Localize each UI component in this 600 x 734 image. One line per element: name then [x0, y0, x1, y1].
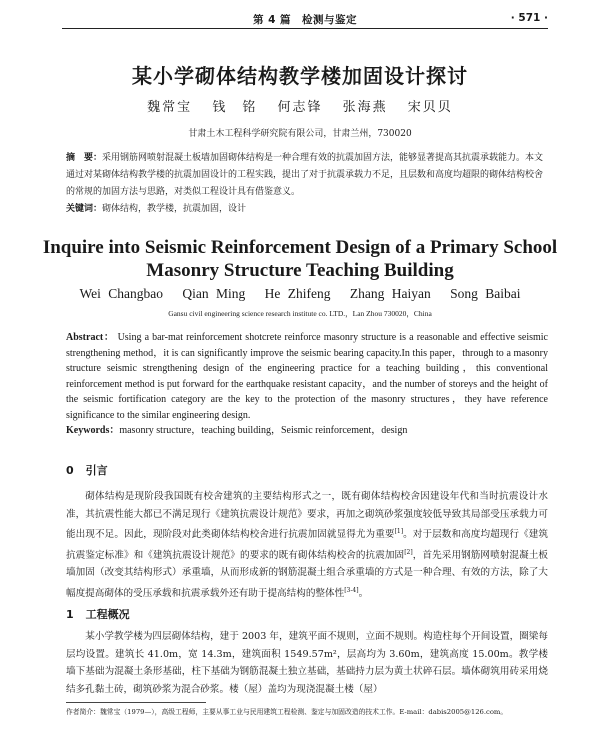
- keywords-cn-text: 砌体结构，教学楼，抗震加固，设计: [102, 204, 247, 214]
- author-cn: 宋贝贝: [407, 100, 453, 115]
- author-cn: 张海燕: [342, 100, 388, 115]
- author-cn: 魏常宝: [147, 100, 193, 115]
- keywords-en-label: Keywords：: [66, 425, 120, 436]
- keywords-cn-label: 关键词：: [66, 204, 103, 214]
- author-cn: 钱 铭: [212, 100, 258, 115]
- section-number: 0: [66, 464, 74, 477]
- author-footnote: 作者简介：魏常宝（1979—），高级工程师，主要从事工业与民用建筑工程检测、鉴定与加固改造的技术工作。E-mail：dabis2005@126.com。: [66, 708, 508, 716]
- running-header: [62, 10, 548, 29]
- author-cn: 何志锋: [277, 100, 323, 115]
- author-en: He Zhifeng: [264, 286, 331, 301]
- title-english: Inquire into Seismic Reinforcement Design of a Primary School Masonry Structure Teaching Building: [42, 237, 558, 281]
- footnote-divider: [66, 702, 206, 703]
- introduction-paragraph: [66, 488, 548, 603]
- body-text: 。: [358, 588, 369, 600]
- affiliation-english: Gansu civil engineering science research institute co. LTD.，Lan Zhou 730020，China: [168, 309, 432, 318]
- title-chinese: 某小学砌体结构教学楼加固设计探讨: [132, 64, 468, 88]
- authors-english: [0, 286, 600, 302]
- abstract-en-text: Using a bar-mat reinforcement shotcrete reinforce masonry structure is a reasonable and effective seismic strengthening method，it is can significantly improve the seismic bearing capacity.In this paper，through to a masonry structure seismic strengthening design of the engineering practice for a teaching building，this conventional reinforcement method is put forward for the earthquake resistant capacity，and the number of storeys and the height of the seismic fortification category are the key to the protection of the masonry structures，they have reference significance to the similar engineering design.: [66, 332, 548, 421]
- abstract-english: [66, 330, 548, 439]
- page-number: · 571 ·: [510, 12, 548, 24]
- authors-chinese: [0, 96, 600, 115]
- body-text: 砌体结构是现阶段我国既有校舍建筑的主要结构形式之一，既有砌体结构校舍因建设年代和当时抗震设计水准，其抗震性能大都已不满足现行《建筑抗震设计规范》要求，再加之砌筑砂浆强度较低导致其局部受压承载力可能出现不足。因此，现阶段对此类砌体结构校舍进行抗震加固就显得尤为重要: [66, 491, 548, 541]
- section-title: 引言: [85, 464, 108, 477]
- section-heading-project-overview: [66, 606, 130, 622]
- affiliation-chinese: 甘肃土木工程科学研究院有限公司，甘肃兰州，730020: [188, 129, 412, 139]
- author-en: Wei Changbao: [79, 286, 164, 301]
- section-title: 工程概况: [85, 608, 130, 621]
- abstract-chinese: [66, 150, 548, 218]
- keywords-en-text: masonry structure，teaching building，Seismic reinforcement，design: [119, 425, 408, 436]
- abstract-cn-text: 采用钢筋网喷射混凝土板墙加固砌体结构是一种合理有效的抗震加固方法，能够显著提高其抗震承载能力。本文通过对某砌体结构教学楼的抗震加固设计的工程实践，提出了对于抗震承载力不足，且层数和高度均超限的砌体结构校舍的常规的加固方法与思路，对类似工程设计具有借鉴意义。: [66, 153, 544, 197]
- body-text: ，首先采用钢筋网喷射混凝土板墙加固（改变其结构形式）承重墙，从而形成新的钢筋混凝土组合承重墙的方式是一种合理、有效的方法，除了大幅度提高砌体的受压承载和抗震承载外还有助于提高结构的整体性: [66, 549, 549, 600]
- abstract-cn-label: 摘 要：: [66, 153, 103, 163]
- body-text: 。对于层数和高度均超现行《建筑抗震鉴定标准》和《建筑抗震设计规范》的要求的既有砌体结构校舍的抗震加固: [66, 529, 549, 561]
- author-en: Zhang Haiyan: [349, 286, 431, 301]
- author-en: Qian Ming: [182, 286, 246, 301]
- header-section: 第 4 篇 检测与鉴定: [252, 14, 358, 26]
- section-number: 1: [66, 608, 74, 621]
- author-en: Song Baibai: [450, 286, 521, 301]
- abstract-en-label: Abstract：: [66, 332, 115, 343]
- citation: [3-4]: [344, 586, 359, 594]
- section-heading-introduction: [66, 462, 108, 478]
- project-overview-paragraph: 某小学教学楼为四层砌体结构，建于 2003 年，建筑平面不规则，立面不规则。构造柱每个开间设置，圈梁每层均设置。建筑长 41.0m，宽 14.3m，建筑面积 1549.57m²，层高均为 3.60m，建筑高度 15.00m。教学楼墙下基础为混凝土条形基础，柱下基础为钢筋混凝土独立基础，基础持力层为黄土状碎石层。墙体砌筑用砖采用烧结多孔黏土砖，砌筑砂浆为混合砂浆。楼（屋）盖均为现浇混凝土楼（屋）: [66, 631, 548, 695]
- citation: [1]: [394, 528, 404, 535]
- citation: [2]: [404, 548, 413, 556]
